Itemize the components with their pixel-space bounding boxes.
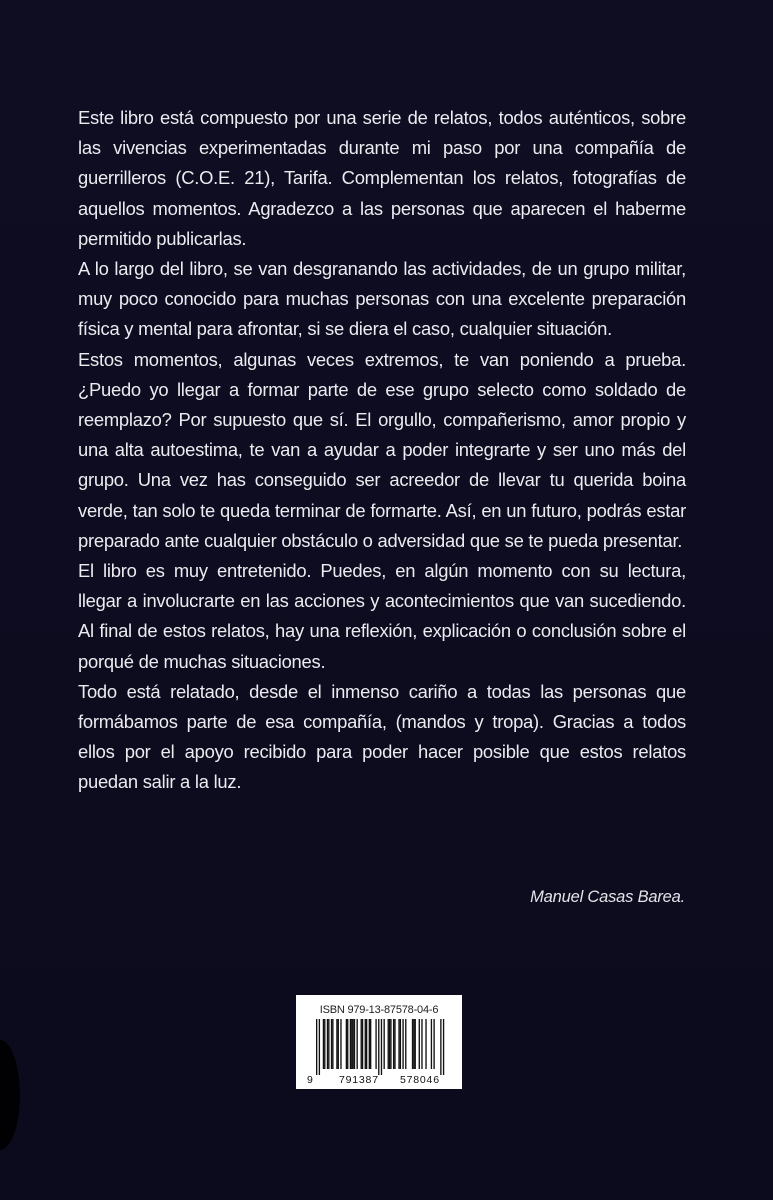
barcode-bar (338, 1019, 339, 1069)
barcode-bar (393, 1019, 394, 1069)
synopsis-text (78, 103, 686, 798)
barcode-bar (402, 1019, 403, 1069)
barcode-bar (351, 1019, 352, 1069)
barcode-bar (394, 1019, 395, 1069)
barcode-bar (440, 1019, 441, 1075)
barcode-bar (352, 1019, 353, 1069)
barcode-bar (384, 1019, 385, 1069)
barcode-bar (354, 1019, 355, 1069)
barcode-bar (324, 1019, 325, 1069)
paragraph-3: Estos momentos, algunas veces extremos, te van poniendo a prueba. ¿Puedo yo llegar a formar parte de ese grupo selecto como soldado de reemplazo? Por supuesto que sí. El orgullo, compañerismo, amor propio y una alta autoestima, te van a ayudar a poder integrarte y ser uno más del grupo. Una vez has conseguido ser acreedor de llevar tu querida boina verde, tan solo te queda terminar de formarte. Así, en un futuro, podrás estar preparado ante cualquier obstáculo o adversidad que se te pueda presentar. (78, 348, 686, 551)
paragraph-2: A lo largo del libro, se van desgranando las actividades, de un grupo militar, muy poco conocido para muchas personas con una excelente preparación física y mental para afrontar, si se diera el caso, cualquier situación. (78, 258, 686, 340)
barcode-bar (316, 1019, 317, 1075)
barcode-bar (331, 1019, 332, 1069)
barcode-bar (381, 1019, 382, 1075)
isbn-label: ISBN 979-13-87578-04-6 (319, 1004, 439, 1016)
barcode-bar (361, 1019, 362, 1069)
barcode-graphic (296, 995, 462, 1089)
barcode-lead-digit: 9 (307, 1074, 313, 1086)
paragraph-4: El libro es muy entretenido. Puedes, en algún momento con su lectura, llegar a involucrarte en las acciones y acontecimientos que van sucediendo. Al final de estos relatos, hay una reflexión, explicación o conclusión sobre el porqué de muchas situaciones. (78, 560, 686, 672)
barcode-digits-right: 578046 (400, 1074, 440, 1086)
barcode-bar (340, 1019, 341, 1069)
barcode-bar (366, 1019, 367, 1069)
barcode-bar (365, 1019, 366, 1069)
barcode-bar (390, 1019, 391, 1069)
barcode-bar (319, 1019, 320, 1075)
barcode-bar (375, 1019, 376, 1069)
barcode-bar (328, 1019, 329, 1069)
barcode-bar (389, 1019, 390, 1069)
barcode-bar (347, 1019, 348, 1069)
barcode-bar (425, 1019, 426, 1069)
barcode-bar (350, 1019, 351, 1069)
paragraph-5: Todo está relatado, desde el inmenso cariño a todas las personas que formábamos parte de esa compañía, (mandos y tropa). Gracias a todos ellos por el apoyo recibido para poder hacer posible que estos relatos puedan salir a la luz. (78, 680, 686, 793)
barcode-bar (433, 1019, 434, 1069)
barcode-bar (357, 1019, 358, 1069)
barcode-bar (412, 1019, 413, 1069)
barcode-bar (443, 1019, 444, 1075)
isbn-barcode (296, 995, 462, 1089)
barcode-digits-left: 791387 (339, 1074, 379, 1086)
barcode-bar (332, 1019, 333, 1069)
barcode-bar (431, 1019, 432, 1069)
barcode-bar (369, 1019, 370, 1069)
barcode-bar (346, 1019, 347, 1069)
barcode-bar (419, 1019, 420, 1069)
barcode-bar (327, 1019, 328, 1069)
barcode-bar (413, 1019, 414, 1069)
barcode-bar (400, 1019, 401, 1069)
barcode-bar (323, 1019, 324, 1069)
paragraph-1: Este libro está compuesto por una serie de relatos, todos auténticos, sobre las vivencias experimentadas durante mi paso por una compañía de guerrilleros (C.O.E. 21), Tarifa. Complementan los relatos, fotografías de aquellos momentos. Agradezco a las personas que aparecen el haberme permitido publicarlas. (78, 107, 686, 249)
barcode-bars (316, 1019, 444, 1075)
barcode-bar (405, 1019, 406, 1069)
barcode-bar (388, 1019, 389, 1069)
barcode-bar (336, 1019, 337, 1069)
barcode-bar (362, 1019, 363, 1069)
barcode-bar (421, 1019, 422, 1069)
barcode-bar (378, 1019, 379, 1075)
barcode-bar (370, 1019, 371, 1069)
barcode-bar (415, 1019, 416, 1069)
author-signature: Manuel Casas Barea. (530, 888, 685, 906)
edge-shadow (0, 1040, 20, 1150)
barcode-bar (398, 1019, 399, 1069)
